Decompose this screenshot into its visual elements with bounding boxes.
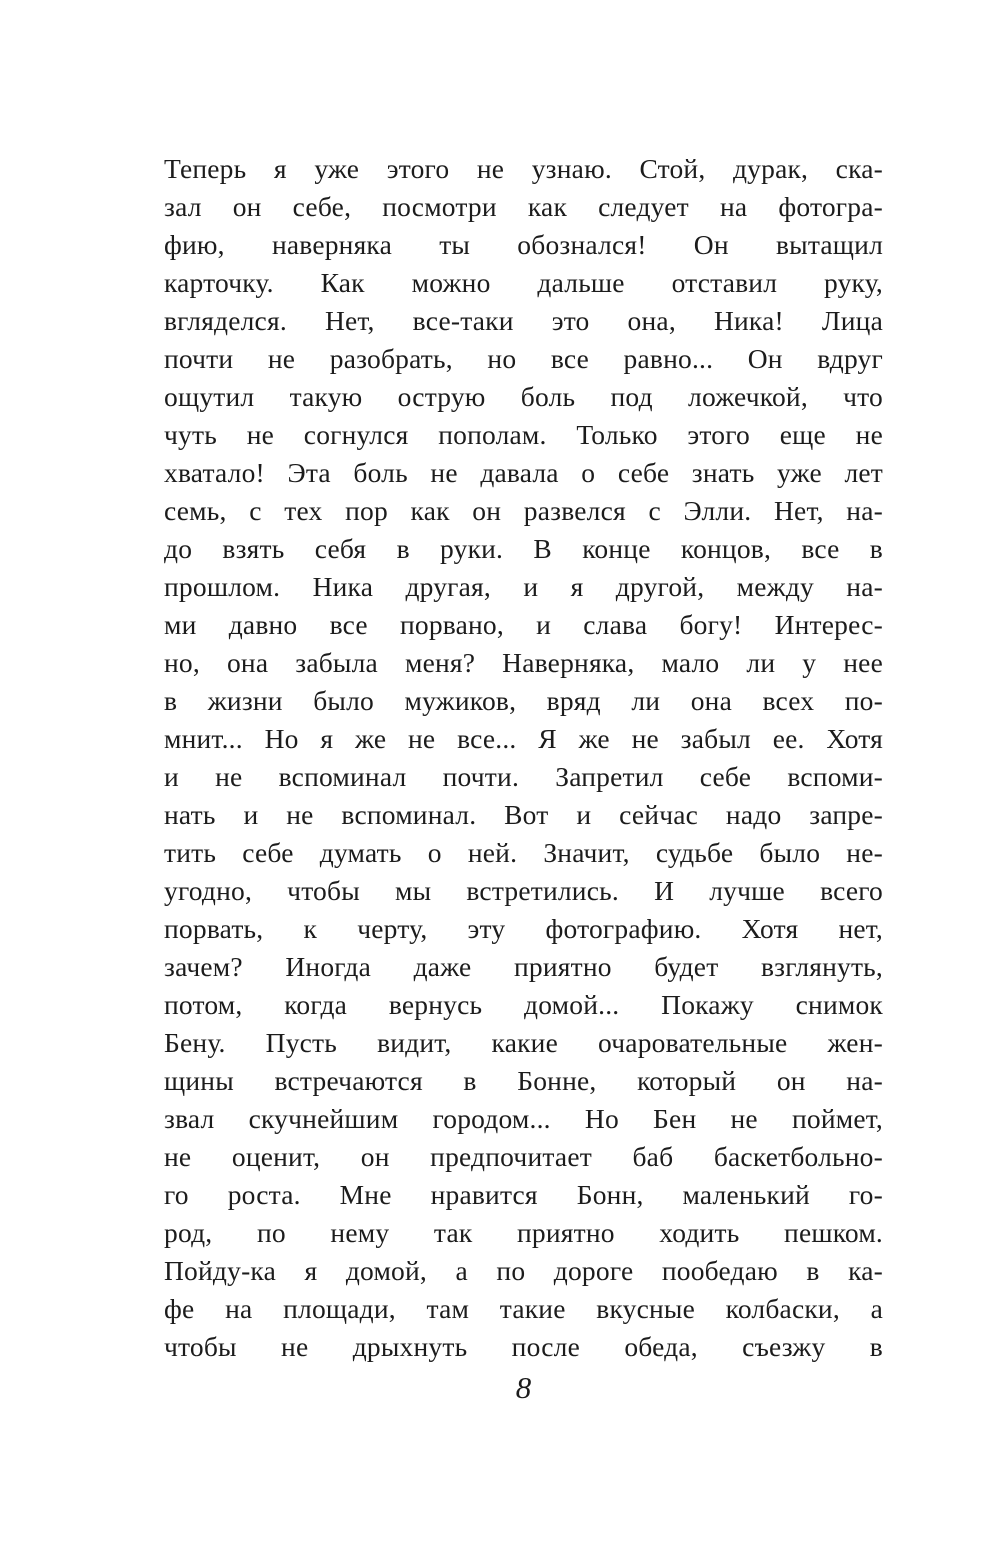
text-line: до взять себя в руки. В конце концов, все в — [164, 533, 883, 564]
text-line: го роста. Мне нравится Бонн, маленький го- — [164, 1179, 883, 1210]
text-line: угодно, чтобы мы встретились. И лучше всего — [164, 875, 883, 906]
text-line: и не вспоминал почти. Запретил себе вспоми- — [164, 761, 883, 792]
text-line: ми давно все порвано, и слава богу! Интерес- — [164, 609, 883, 640]
text-line: звал скучнейшим городом... Но Бен не поймет, — [164, 1103, 883, 1134]
text-line: но, она забыла меня? Наверняка, мало ли у нее — [164, 647, 883, 678]
page-number: 8 — [515, 1370, 532, 1405]
text-line: зал он себе, посмотри как следует на фотогра- — [164, 191, 883, 222]
text-line: в жизни было мужиков, вряд ли она всех по- — [164, 685, 883, 716]
text-line: почти не разобрать, но все равно... Он вдруг — [164, 343, 883, 374]
text-line: карточку. Как можно дальше отставил руку, — [164, 267, 883, 298]
text-line: тить себе думать о ней. Значит, судьбе было не- — [164, 837, 883, 868]
text-line: потом, когда вернусь домой... Покажу снимок — [164, 989, 883, 1020]
body-text — [164, 150, 883, 1366]
text-line: прошлом. Ника другая, и я другой, между на- — [164, 571, 883, 602]
text-line: не оценит, он предпочитает баб баскетбольно- — [164, 1141, 883, 1172]
text-line: чтобы не дрыхнуть после обеда, съезжу в — [164, 1331, 883, 1362]
text-line: род, по нему так приятно ходить пешком. — [164, 1217, 883, 1248]
text-line: хватало! Эта боль не давала о себе знать уже лет — [164, 457, 883, 488]
text-line: Пойду-ка я домой, а по дороге пообедаю в ка- — [164, 1255, 883, 1286]
text-line: порвать, к черту, эту фотографию. Хотя нет, — [164, 913, 883, 944]
text-line: щины встречаются в Бонне, который он на- — [164, 1065, 883, 1096]
text-line: нать и не вспоминал. Вот и сейчас надо запре- — [164, 799, 883, 830]
text-line: мнит... Но я же не все... Я же не забыл ее. Хотя — [164, 723, 883, 754]
text-line: чуть не согнулся пополам. Только этого еще не — [164, 419, 883, 450]
text-line: Бену. Пусть видит, какие очаровательные жен- — [164, 1027, 883, 1058]
text-line: фе на площади, там такие вкусные колбаски, а — [164, 1293, 883, 1324]
text-line: вгляделся. Нет, все-таки это она, Ника! Лица — [164, 305, 883, 336]
text-line: Теперь я уже этого не узнаю. Стой, дурак, ска- — [164, 153, 883, 184]
text-line: семь, с тех пор как он развелся с Элли. Нет, на- — [164, 495, 883, 526]
text-line: фию, наверняка ты обознался! Он вытащил — [164, 229, 883, 260]
text-line: зачем? Иногда даже приятно будет взглянуть, — [164, 951, 883, 982]
text-line: ощутил такую острую боль под ложечкой, что — [164, 381, 883, 412]
